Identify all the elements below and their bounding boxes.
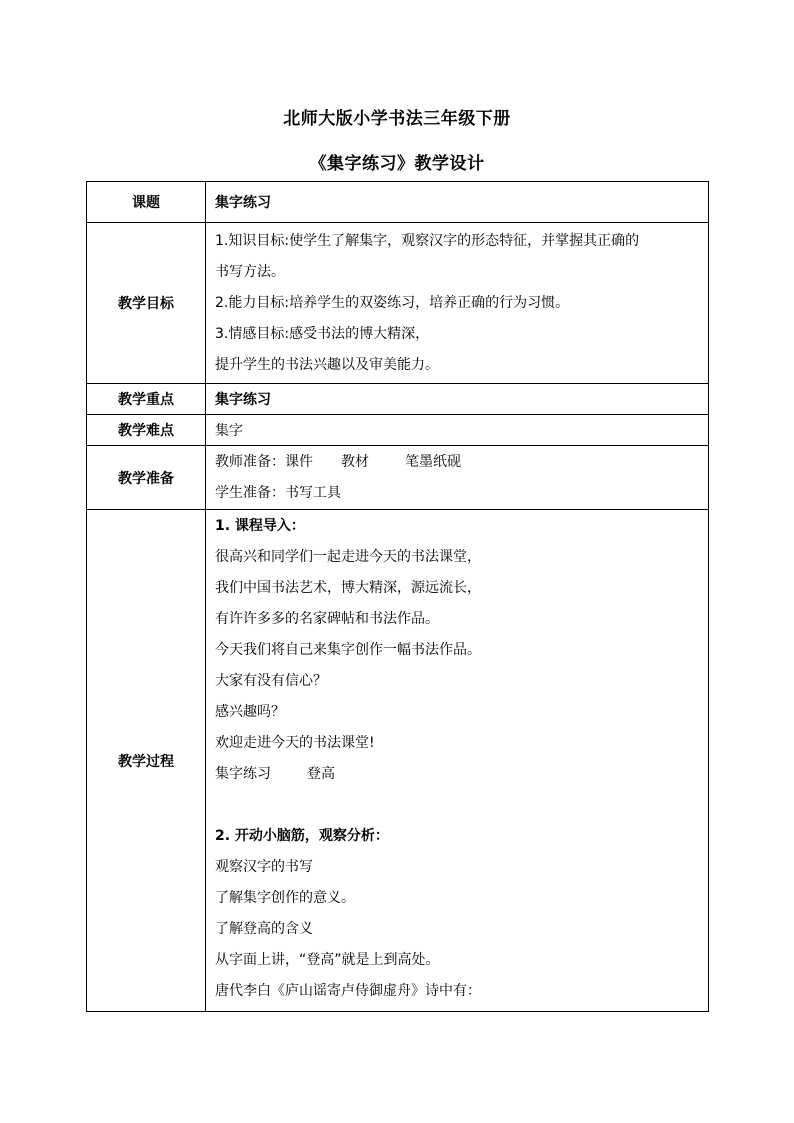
document-title: 北师大版小学书法三年级下册 [283, 109, 511, 129]
objective-line: 1.知识目标:使学生了解集字，观察汉字的形态特征，并掌握其正确的 [215, 232, 640, 249]
label-key-points: 教学重点 [87, 384, 206, 415]
process-line: 从字面上讲，“登高”就是上到高处。 [215, 952, 440, 968]
process-line: 有许许多多的名家碑帖和书法作品。 [215, 611, 439, 627]
process-line: 今天我们将自己来集字创作一幅书法作品。 [215, 642, 481, 658]
process-line: 观察汉字的书写 [215, 859, 313, 875]
process-line: 感兴趣吗？ [215, 704, 285, 720]
document-subtitle: 《集字练习》教学设计 [309, 154, 485, 174]
process-line: 我们中国书法艺术，博大精深，源远流长， [215, 580, 481, 596]
lesson-plan-table [86, 181, 709, 1012]
table-row-topic [87, 182, 709, 223]
table-row-objectives [87, 223, 709, 384]
section-heading: 1. 课程导入： [215, 518, 305, 534]
process-line: 了解登高的含义 [215, 921, 313, 937]
label-process: 教学过程 [87, 510, 206, 1012]
process-line: 唐代李白《庐山谣寄卢侍御虚舟》诗中有： [215, 983, 481, 999]
process-line [215, 759, 708, 790]
value-preparation [206, 446, 709, 510]
objective-line: 提升学生的书法兴趣以及审美能力。 [215, 356, 439, 373]
section-heading: 2. 开动小脑筋，观察分析： [215, 828, 389, 844]
teacher-prep-item: 教材 [341, 453, 369, 470]
table-row-process [87, 510, 709, 1012]
value-key-points: 集字练习 [206, 384, 709, 415]
label-preparation: 教学准备 [87, 446, 206, 510]
value-objectives [206, 223, 709, 384]
student-preparation: 学生准备：书写工具 [215, 484, 341, 501]
process-line: 欢迎走进今天的书法课堂! [215, 735, 375, 751]
label-difficulties: 教学难点 [87, 415, 206, 446]
teacher-prep-prefix: 教师准备：课件 [215, 453, 313, 470]
objective-line: 书写方法。 [215, 263, 285, 280]
value-topic: 集字练习 [206, 182, 709, 223]
objective-line: 3.情感目标:感受书法的博大精深， [215, 325, 430, 342]
label-topic: 课题 [87, 182, 206, 223]
value-process [206, 510, 709, 1012]
process-line: 大家有没有信心？ [215, 673, 327, 689]
process-text: 集字练习 [215, 766, 271, 782]
table-row-difficulties [87, 415, 709, 446]
label-objectives: 教学目标 [87, 223, 206, 384]
table-row-key-points [87, 384, 709, 415]
objective-line: 2.能力目标:培养学生的双姿练习，培养正确的行为习惯。 [215, 294, 570, 311]
teacher-prep-item: 笔墨纸砚 [405, 453, 461, 470]
process-line: 很高兴和同学们一起走进今天的书法课堂， [215, 549, 481, 565]
teacher-preparation [215, 447, 708, 478]
blank-line [215, 790, 708, 821]
value-difficulties: 集字 [206, 415, 709, 446]
table-row-preparation [87, 446, 709, 510]
process-line: 了解集字创作的意义。 [215, 890, 355, 906]
process-text: 登高 [307, 766, 335, 782]
